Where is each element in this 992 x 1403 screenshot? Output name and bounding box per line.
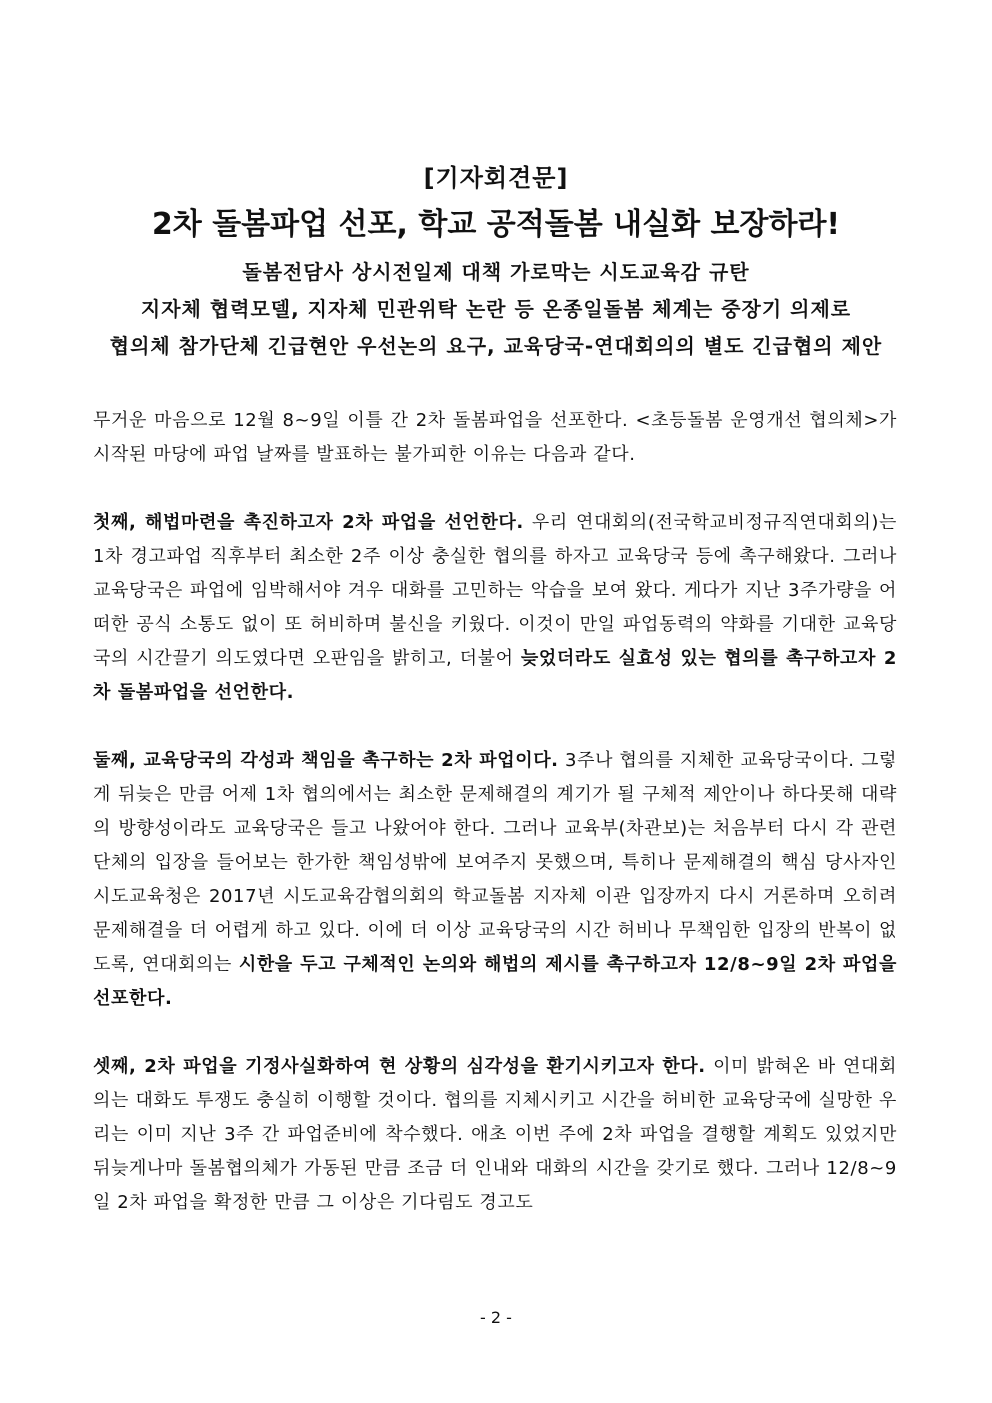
paragraph-second-text: 3주나 협의를 지체한 교육당국이다. 그렇게 뒤늦은 만큼 어제 1차 협의에서는 최소한 문제해결의 계기가 될 구체적 제안이나 하다못해 대략의 방향성이라도 교육당국은 들고 나왔어야 한다. 그러나 교육부(차관보)는 처음부터 다시 각 관련단체의 입장을 들어보는 한가한 책임성밖에 보여주지 못했으며, 특히나 문제해결의 핵심 당사자인 시도교육청은 2017년 시도교육감협의회의 학교돌봄 지자체 이관 입장까지 다시 거론하며 오히려 문제해결을 더 어렵게 하고 있다. 이에 더 이상 교육당국의 시간 허비나 무책임한 입장의 반복이 없도록, 연대회의는 <box>93 750 897 975</box>
paragraph-first-text: 우리 연대회의(전국학교비정규직연대회의)는 1차 경고파업 직후부터 최소한 2주 이상 충실한 협의를 하자고 교육당국 등에 촉구해왔다. 그러나 교육당국은 파업에 임박해서야 겨우 대화를 고민하는 악습을 보여 왔다. 게다가 지난 3주가량을 어떠한 공식 소통도 없이 또 허비하며 불신을 키웠다. 이것이 만일 파업동력의 약화를 기대한 교육당국의 시간끌기 의도였다면 오판임을 밝히고, 더불어 <box>93 512 897 669</box>
document-body <box>93 404 897 1254</box>
subtitle-1: 돌봄전담사 상시전일제 대책 가로막는 시도교육감 규탄 <box>242 260 750 284</box>
document-header <box>0 160 992 365</box>
subtitle-3: 협의체 참가단체 긴급현안 우선논의 요구, 교육당국-연대회의의 별도 긴급협의 제안 <box>109 334 883 358</box>
paragraph-first-lead: 첫째, 해법마련을 촉진하고자 2차 파업을 선언한다. <box>93 512 524 533</box>
page-title: 2차 돌봄파업 선포, 학교 공적돌봄 내실화 보장하라! <box>151 207 841 242</box>
paragraph-second-lead: 둘째, 교육당국의 각성과 책임을 촉구하는 2차 파업이다. <box>93 750 559 771</box>
paragraph-second-tail: 시한을 두고 구체적인 논의와 해법의 제시를 촉구하고자 12/8~9일 2차 파업을 선포한다. <box>93 954 897 1009</box>
page-number: - 2 - <box>480 1308 512 1327</box>
paragraph-third-text: 이미 밝혀온 바 연대회의는 대화도 투쟁도 충실히 이행할 것이다. 협의를 지체시키고 시간을 허비한 교육당국에 실망한 우리는 이미 지난 3주 간 파업준비에 착수했다. 애초 이번 주에 2차 파업을 결행할 계획도 있었지만 뒤늦게나마 돌봄협의체가 가동된 만큼 조금 더 인내와 대화의 시간을 갖기로 했다. 그러나 12/8~9일 2차 파업을 확정한 만큼 그 이상은 기다림도 경고도 <box>93 1056 897 1213</box>
document-kind-label: [기자회견문] <box>423 164 569 192</box>
paragraph-first <box>93 506 897 710</box>
intro-paragraph: 무거운 마음으로 12월 8~9일 이틀 간 2차 돌봄파업을 선포한다. <초등돌봄 운영개선 협의체>가 시작된 마당에 파업 날짜를 발표하는 불가피한 이유는 다음과 같다. <box>93 410 897 465</box>
paragraph-third-lead: 셋째, 2차 파업을 기정사실화하여 현 상황의 심각성을 환기시키고자 한다. <box>93 1056 706 1077</box>
paragraph-second <box>93 744 897 1016</box>
paragraph-third <box>93 1050 897 1220</box>
subtitle-2: 지자체 협력모델, 지자체 민관위탁 논란 등 온종일돌봄 체계는 중장기 의제로 <box>140 297 852 321</box>
paragraph-first-tail: 늦었더라도 실효성 있는 협의를 촉구하고자 2차 돌봄파업을 선언한다. <box>93 648 898 703</box>
